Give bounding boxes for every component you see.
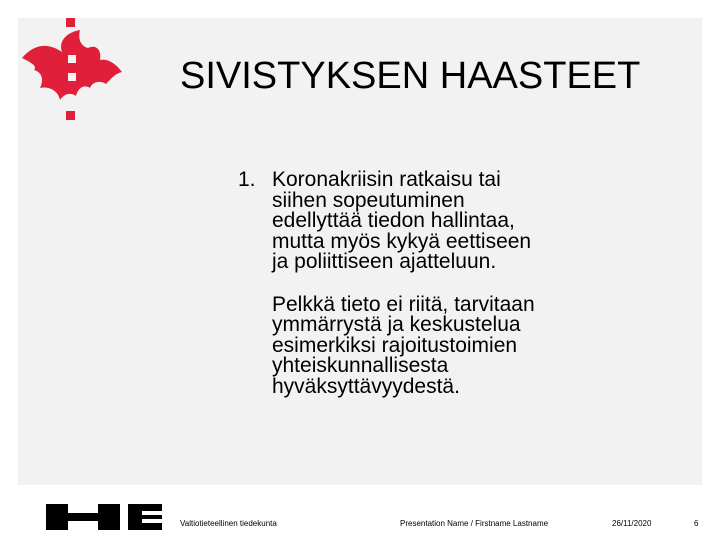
footer-page-number: 6 [694,519,699,528]
university-flame-logo-icon [18,18,130,122]
numbered-item [238,170,538,273]
list-item-text: Koronakriisin ratkaisu tai siihen sopeutuminen edellyttää tiedon hallintaa, mutta myös kykyä eettiseen ja poliittiseen ajatteluun. [272,168,532,273]
footer-department: Valtiotieteellinen tiedekunta [180,519,277,528]
list-number: 1. [238,168,256,191]
footer-presentation: Presentation Name / Firstname Lastname [400,519,549,528]
slide-content [238,170,538,397]
he-wordmark-logo-icon [46,504,162,530]
body-paragraph: Pelkkä tieto ei riitä, tarvitaan ymmärrystä ja keskustelua esimerkiksi rajoitustoimien yhteiskunnallisesta hyväksyttävyydestä. [272,292,535,398]
slide-title: SIVISTYKSEN HAASTEET [180,55,641,97]
footer-date: 26/11/2020 [612,519,652,528]
